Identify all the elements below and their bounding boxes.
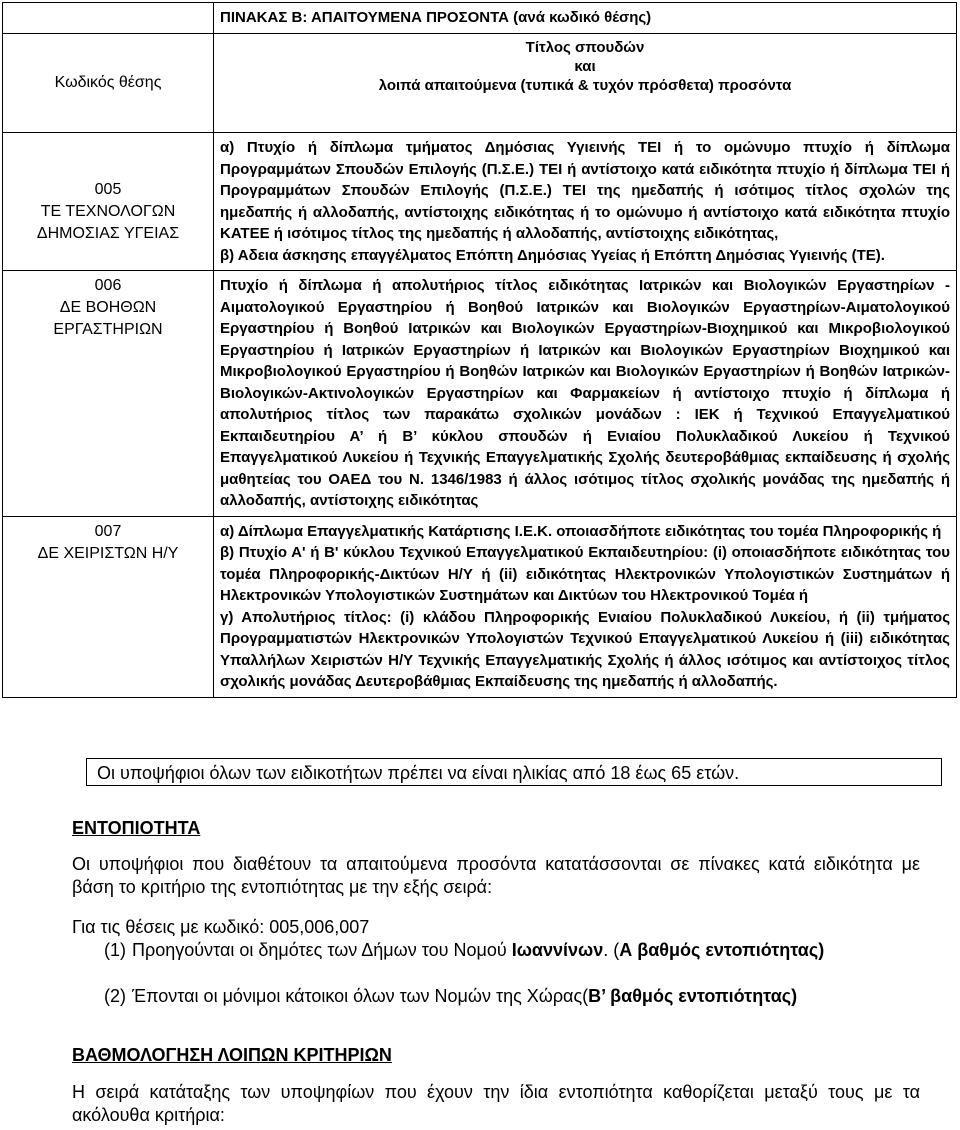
col-header-code: Κωδικός θέσης — [3, 34, 214, 133]
qualifications-cell: α) Πτυχίο ή δίπλωμα τμήματος Δημόσιας Υγιεινής ΤΕΙ ή το ομώνυμο πτυχίο ή δίπλωμα Προγραμμάτων Σπουδών Επιλογής (Π.Σ.Ε.) ΤΕΙ ή αντίστοιχο κατά ειδικότητα πτυχίο ή δίπλωμα ΤΕΙ ή Προγραμμάτων Σπουδών Επιλογής (Π.Σ.Ε.) ΤΕΙ της ημεδαπής ή ισότιμος τίτλος σχολών της ημεδαπής ή αλλοδαπής, αντίστοιχης ειδικότητας ή το ομώνυμο ή αντίστοιχο κατά ειδικότητα πτυχίο ΚΑΤΕΕ ή ισότιμος τίτλος της ημεδαπής ή αλλοδαπής, αντίστοιχης ειδικότητας, β) Αδεια άσκησης επαγγέλματος Επόπτη Δημόσιας Υγείας ή Επόπτη Δημόσιας Υγιεινής (ΤΕ). — [214, 133, 957, 271]
table-title: ΠΙΝΑΚΑΣ Β: ΑΠΑΙΤΟΥΜΕΝΑ ΠΡΟΣΟΝΤΑ (ανά κωδικό θέσης) — [214, 3, 957, 34]
age-notice-box: Οι υποψήφιοι όλων των ειδικοτήτων πρέπει να είναι ηλικίας από 18 έως 65 ετών. — [86, 758, 942, 786]
locality-item-2: (2) Έπονται οι μόνιμοι κάτοικοι όλων των Νομών της Χώρας(Β’ βαθμός εντοπιότητας) — [104, 986, 798, 1006]
qualifications-cell: Πτυχίο ή δίπλωμα ή απολυτήριος τίτλος ειδικότητας Ιατρικών και Βιολογικών Εργαστηρίων - Αιματολογικού Εργαστηρίου ή Βοηθού Ιατρικών και Βιολογικών Εργαστηρίων-Αιματολογικού Εργαστηρίου ή Βοηθού Ιατρικών και Βιολογικών Εργαστηρίων-Βιοχημικού και Μικροβιολογικού Εργαστηρίου ή Ιατρικών Εργαστηρίων ή Ιατρικών και Βιολογικών Εργαστηρίων Βιοχημικού και Μικροβιολογικού Εργαστηρίου ή Βοηθών Ιατρικών και Βιολογικών Εργαστηρίων ή Βοηθών Ιατρικών-Βιολογικών-Ακτινολογικών Εργαστηρίων και Φαρμακείων ή αντίστοιχο πτυχίο ή δίπλωμα ή απολυτήριος τίτλος των παρακάτω σχολικών μονάδων : ΙΕΚ ή Τεχνικού Επαγγελματικού Εκπαιδευτηρίου Α’ ή Β’ κύκλου σπουδών ή Ενιαίου Πολυκλαδικού Λυκείου ή Τεχνικού Επαγγελματικού Λυκείου ή Τεχνικής Επαγγελματικής Σχολής δευτεροβάθμιας εκπαίδευσης ή σχολής μαθητείας του ΟΑΕΔ του Ν. 1346/1983 ή άλλος ισότιμος τίτλος σχολικής μονάδας της ημεδαπής ή αλλοδαπής, αντίστοιχης ειδικότητας — [214, 271, 957, 517]
requirements-table — [2, 2, 957, 698]
col-header-qualifications: Τίτλος σπουδών και λοιπά απαιτούμενα (τυπικά & τυχόν πρόσθετα) προσόντα — [214, 34, 957, 133]
locality-intro: Οι υποψήφιοι που διαθέτουν τα απαιτούμενα προσόντα κατατάσσονται σε πίνακες κατά ειδικότητα με βάση το κριτήριο της εντοπιότητας με την εξής σειρά: — [72, 854, 920, 897]
locality-codes-line: Για τις θέσεις με κωδικό: 005,006,007 — [72, 917, 370, 937]
locality-item-1: (1) Προηγούνται οι δημότες των Δήμων του Νομού Ιωαννίνων. (Α βαθμός εντοπιότητας) — [104, 940, 825, 960]
table-row — [3, 133, 957, 271]
grading-heading: ΒΑΘΜΟΛΟΓΗΣΗ ΛΟΙΠΩΝ ΚΡΙΤΗΡΙΩΝ — [72, 1045, 392, 1065]
grading-intro: Η σειρά κατάταξης των υποψηφίων που έχουν την ίδια εντοπιότητα καθορίζεται μεταξύ τους με τα ακόλουθα κριτήρια: — [72, 1082, 920, 1125]
table-row — [3, 516, 957, 697]
qualifications-cell: α) Δίπλωμα Επαγγελματικής Κατάρτισης Ι.Ε.Κ. οποιασδήποτε ειδικότητας του τομέα Πληροφορικής ή β) Πτυχίο Α' ή Β' κύκλου Τεχνικού Επαγγελματικού Εκπαιδευτηρίου: (i) οποιασδήποτε ειδικότητας του τομέα Πληροφορικής-Δικτύων Η/Υ ή (ii) ειδικότητας Ηλεκτρονικών Υπολογιστικών Συστημάτων ή Ηλεκτρονικών Υπολογιστικών Συστημάτων και Δικτύων του Ηλεκτρονικού Τομέα ή γ) Απολυτήριος τίτλος: (i) κλάδου Πληροφορικής Ενιαίου Πολυκλαδικού Λυκείου, ή (ii) τμήματος Προγραμματιστών Ηλεκτρονικών Υπολογιστών Τεχνικού Επαγγελματικού Λυκείου ή (iii) ειδικότητας Υπαλλήλων Χειριστών Η/Υ Τεχνικής Επαγγελματικής Σχολής ή άλλος ισότιμος και αντίστοιχος τίτλος σχολικής μονάδας Δευτεροβάθμιας Εκπαίδευσης της ημεδαπής ή αλλοδαπής. — [214, 516, 957, 697]
position-code-cell: 007 ΔΕ ΧΕΙΡΙΣΤΩΝ Η/Υ — [3, 516, 214, 697]
table-row — [3, 271, 957, 517]
position-code-cell: 006 ΔΕ ΒΟΗΘΩΝ ΕΡΓΑΣΤΗΡΙΩΝ — [3, 271, 214, 517]
position-code-cell: 005 ΤΕ ΤΕΧΝΟΛΟΓΩΝ ΔΗΜΟΣΙΑΣ ΥΓΕΙΑΣ — [3, 133, 214, 271]
locality-heading: ΕΝΤΟΠΙΟΤΗΤΑ — [72, 818, 201, 838]
